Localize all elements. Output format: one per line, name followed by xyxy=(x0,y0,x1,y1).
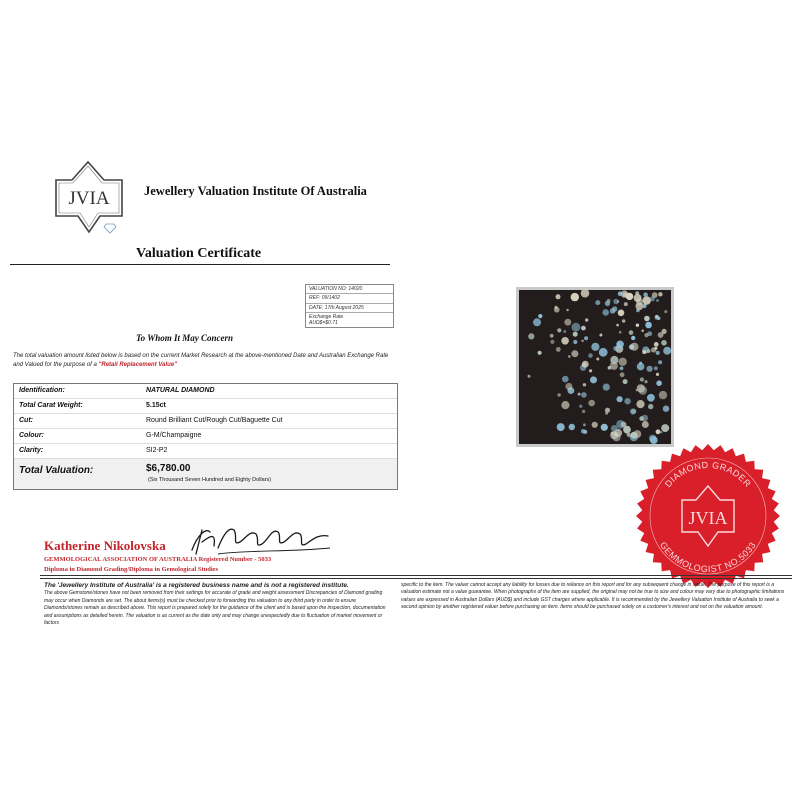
diamond-stone xyxy=(639,416,644,421)
diamond-stone xyxy=(588,400,595,407)
diamond-stone xyxy=(616,324,619,327)
diamond-stone xyxy=(654,342,659,347)
diploma-text: Diploma in Diamond Grading/Diploma in Gemological Studies xyxy=(44,566,219,573)
gemmological-association: GEMMOLOGICAL ASSOCIATION OF AUSTRALIA Registered Number - 5033 xyxy=(44,556,272,563)
diamond-stone xyxy=(561,337,569,345)
diamond-stone xyxy=(650,296,655,301)
diamond-stone xyxy=(642,296,651,305)
diamond-stone xyxy=(573,340,577,344)
total-in-words: (Six Thousand Seven Hundred and Eighty Dollars) xyxy=(148,477,272,483)
total-label: Total Valuation: xyxy=(19,465,94,476)
diamond-stone xyxy=(658,292,662,296)
diamond-stone xyxy=(644,333,648,337)
diamond-stone xyxy=(663,347,671,355)
diamond-stone xyxy=(556,347,561,352)
organization-name: Jewellery Valuation Institute Of Australia xyxy=(144,184,367,198)
intro-text: The total valuation amount listed below is based on the current Market Research at the above-mentioned Date and Australian Exchange Rate and Valued for the purpose of a xyxy=(13,353,389,368)
diamond-stone xyxy=(643,292,648,297)
total-row xyxy=(14,459,397,489)
diamond-stone xyxy=(605,408,610,413)
diamond-stone xyxy=(617,396,623,402)
detail-row xyxy=(14,399,397,414)
intro-highlight: "Retail Replacement Value" xyxy=(98,362,178,368)
diamond-stone xyxy=(649,435,656,442)
diamond-stone xyxy=(636,324,639,327)
diamond-stone xyxy=(664,310,667,313)
diamond-stone xyxy=(634,294,642,302)
diamond-stone xyxy=(573,332,578,337)
diamond-stone xyxy=(645,322,652,329)
diamond-stone xyxy=(620,366,624,370)
diamond-stone xyxy=(658,360,662,364)
signatory-name: Katherine Nikolovska xyxy=(44,538,166,553)
diamond-stone xyxy=(538,314,542,318)
diamond-stone xyxy=(566,309,568,311)
diamond-stone xyxy=(630,343,638,351)
diamond-stone xyxy=(557,393,560,396)
detail-row xyxy=(14,429,397,444)
exchange-rate xyxy=(306,313,393,328)
diamond-stone xyxy=(644,316,650,322)
diamond-stone xyxy=(613,299,619,305)
diamond-stone xyxy=(654,347,657,350)
diamond-stone xyxy=(631,336,635,340)
details-table xyxy=(13,383,398,490)
diamond-stone xyxy=(595,300,600,305)
detail-row xyxy=(14,384,397,399)
diamond-stone xyxy=(582,361,589,368)
diamond-stone xyxy=(660,431,662,433)
diamond-stone xyxy=(624,398,630,404)
diamond-stone xyxy=(636,389,638,391)
diamond-stone xyxy=(562,376,569,383)
detail-value: 5.15ct xyxy=(146,402,166,409)
detail-label: Clarity: xyxy=(19,447,44,454)
diamond-stone xyxy=(607,299,611,303)
diamond-stone xyxy=(647,366,653,372)
diamond-stone xyxy=(601,424,608,431)
diamond-stone xyxy=(599,334,602,337)
diamond-stone xyxy=(656,429,661,434)
disclaimer-heading: The 'Jewellery Institute of Australia' is a registered business name and is not a registered institute. xyxy=(44,582,349,589)
diamond-stone xyxy=(611,425,618,432)
diamond-grader-seal xyxy=(634,442,782,590)
diamond-stone xyxy=(603,384,610,391)
diamond-stone xyxy=(648,404,653,409)
diamond-stone xyxy=(654,366,658,370)
valuation-number: VALUATION NO: 14020 xyxy=(306,285,393,294)
exchange-rate-label: Exchange Rate xyxy=(309,313,344,320)
diamond-stone xyxy=(641,329,644,332)
diamond-stone xyxy=(583,423,586,426)
diamond-stone xyxy=(642,421,649,428)
diamond-stone xyxy=(661,424,669,432)
diamond-stone xyxy=(630,408,636,414)
disclaimer-left-text: The above Gemstone/stones have not been removed from their settings for accurate of grade and weight assessment Discrepancies of Diamond grading may occur when Diamonds are set. The about items(s) must be checked prior to forwarding this valuation to any third party in order to ensure Diamonds/stones remain as described above. This report is prepared solely for the guidance of the client and is based upon the inspection, documentation and assumptions as detailed herein. The valuation is as current as the date only and may change unexpectedly due to fluctuation of market movement or factors xyxy=(44,590,386,627)
diamond-stone xyxy=(550,334,554,338)
diamond-stone xyxy=(550,340,554,344)
diamond-stone xyxy=(588,353,593,358)
diamond-stone xyxy=(554,306,557,309)
diamond-stone xyxy=(581,340,584,343)
diamond-stone xyxy=(581,326,586,331)
diamond-stone xyxy=(533,318,541,326)
certificate-title: Valuation Certificate xyxy=(136,246,262,261)
logo-text: JVIA xyxy=(68,188,110,209)
diamond-stone xyxy=(557,423,565,431)
diamond-stone xyxy=(639,362,642,365)
detail-row xyxy=(14,444,397,459)
diamond-stone xyxy=(579,405,582,408)
diamond-stone xyxy=(623,426,631,434)
diamond-stone xyxy=(591,343,599,351)
diamond-stone xyxy=(585,318,588,321)
diamond-stone xyxy=(619,358,627,366)
exchange-rate-value: AUD$=$0.71 xyxy=(309,320,338,326)
diamond-stone xyxy=(623,379,628,384)
diamond-stone xyxy=(565,383,572,390)
footer-divider xyxy=(40,575,792,576)
diamond-stone xyxy=(631,432,638,439)
diamond-stone xyxy=(661,340,667,346)
diamond-stone xyxy=(610,308,616,314)
diamond-stone xyxy=(590,376,597,383)
diamond-stone xyxy=(636,400,644,408)
diamond-stone xyxy=(581,289,590,298)
diamond-stone xyxy=(658,332,664,338)
diamond-stone xyxy=(599,348,608,357)
title-divider xyxy=(10,264,390,265)
diamond-stone xyxy=(569,424,575,430)
detail-label: Total Carat Weight: xyxy=(19,402,83,409)
diamond-stone xyxy=(556,294,561,299)
diamond-icon xyxy=(104,224,116,233)
salutation: To Whom It May Concern xyxy=(136,333,234,343)
diamond-stone xyxy=(602,309,609,316)
detail-label: Cut: xyxy=(19,417,33,424)
diamond-stone xyxy=(557,328,561,332)
diamond-stone xyxy=(647,394,655,402)
diamond-stone xyxy=(616,341,624,349)
seal-bottom-text: GEMMOLOGIST NO.5033 xyxy=(658,539,758,575)
diamond-stone xyxy=(584,336,588,340)
diamond-stone xyxy=(572,323,581,332)
diamond-stone xyxy=(578,393,581,396)
diamond-stone xyxy=(561,401,569,409)
disclaimer-left xyxy=(44,582,392,627)
diamond-stone xyxy=(656,380,662,386)
diamond-stone xyxy=(568,355,571,358)
diamond-stone xyxy=(592,422,598,428)
diamond-stone xyxy=(624,302,628,306)
detail-value: G-M/Champaigne xyxy=(146,432,202,439)
diamond-stone xyxy=(644,380,647,383)
detail-label: Identification: xyxy=(19,387,65,394)
diamond-stone xyxy=(582,410,585,413)
diamond-stone xyxy=(618,310,625,317)
detail-label: Colour: xyxy=(19,432,44,439)
diamond-stone xyxy=(626,293,633,300)
diamond-stone xyxy=(596,358,599,361)
diamond-stone xyxy=(640,377,644,381)
diamond-stone xyxy=(656,299,659,302)
diamond-stone xyxy=(581,392,587,398)
diamond-stone xyxy=(610,356,618,364)
diamond-stone xyxy=(563,330,566,333)
detail-value: NATURAL DIAMOND xyxy=(146,387,215,394)
diamond-stone xyxy=(589,369,592,372)
disclaimer-right: specific to the item. The valuer cannot accept any liability for losses due to reliance on this report and for any subsequent change in value. The purpose of this report is a valuation estimate not a value guarantee. When photographs of the item are supplied, the original may not be true to size and colour may vary due to photographic limitations values are expressed in Australian Dollars (AUD$) and include GST charges where applicable. It is recommended by the Jewellery Valuation Institute of Australia to seek a second opinion by another registered valuer before purchasing an item. Items should be purchased solely on a customer's interest and not on the valuation amount. xyxy=(401,582,785,611)
diamond-stone xyxy=(538,351,542,355)
detail-value: Round Brilliant Cut/Rough Cut/Baguette Cut xyxy=(146,417,283,424)
diamond-stone xyxy=(642,350,646,354)
handwritten-signature xyxy=(188,520,338,560)
diamond-stone xyxy=(581,429,586,434)
diamond-stone xyxy=(647,349,651,353)
diamond-stone xyxy=(618,291,623,296)
diamond-stone xyxy=(528,333,534,339)
reference-number: REF: 09/1402 xyxy=(306,294,393,303)
detail-value: SI2-P2 xyxy=(146,447,168,454)
detail-row xyxy=(14,414,397,429)
diamond-stone xyxy=(639,386,648,395)
diamond-stone xyxy=(528,375,531,378)
diamond-stone xyxy=(659,391,667,399)
seal-logo-text: JVIA xyxy=(688,508,728,528)
diamond-stone xyxy=(656,373,659,376)
diamond-stone xyxy=(620,372,625,377)
diamond-stone xyxy=(619,331,622,334)
diamond-stone xyxy=(608,366,612,370)
seal-top-text: DIAMOND GRADER xyxy=(662,459,754,490)
intro-paragraph xyxy=(13,352,398,370)
diamond-stone xyxy=(564,319,571,326)
diamond-stone xyxy=(583,383,586,386)
diamonds-photo xyxy=(516,287,674,447)
reference-box xyxy=(305,284,394,328)
diamond-stone xyxy=(629,330,634,335)
diamond-stone xyxy=(616,420,625,429)
diamond-stone xyxy=(622,319,625,322)
diamond-stone xyxy=(663,406,669,412)
diamond-stone xyxy=(636,302,644,310)
diamond-stone xyxy=(571,350,578,357)
diamond-stone xyxy=(656,351,660,355)
jvia-logo xyxy=(48,158,130,238)
footer-divider xyxy=(40,578,792,579)
valuation-date: DATE: 17th August 2025 xyxy=(306,304,393,313)
total-value: $6,780.00 xyxy=(146,463,191,474)
diamond-stone xyxy=(655,315,660,320)
diamond-stone xyxy=(573,297,576,300)
